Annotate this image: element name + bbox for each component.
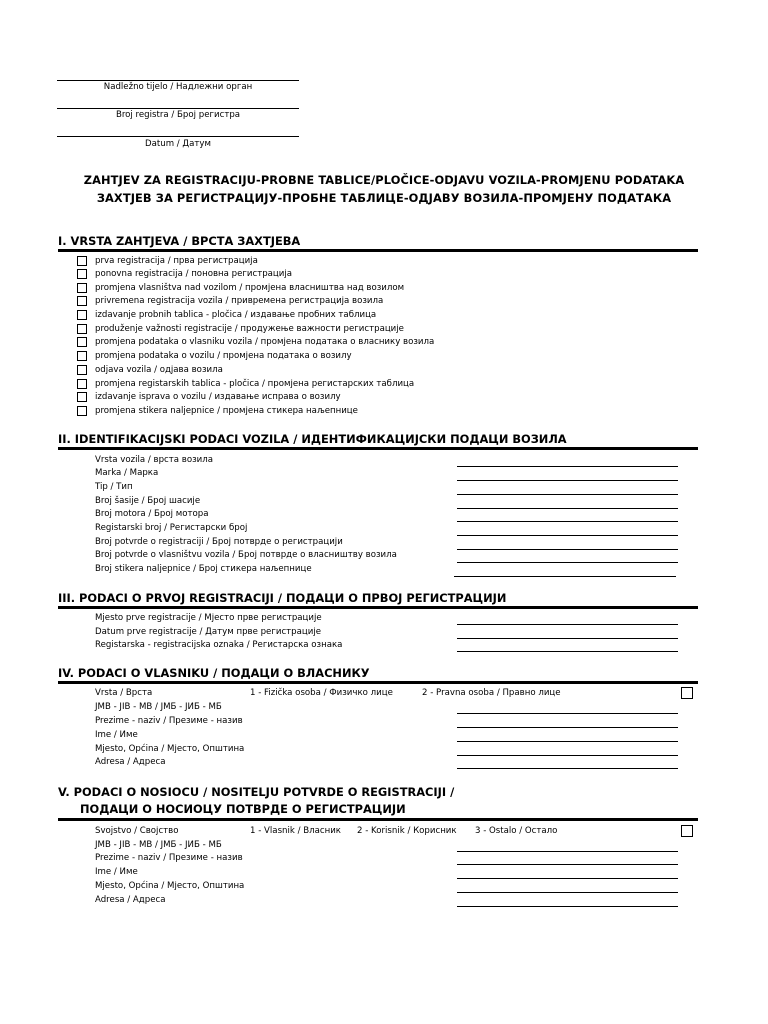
request-type-2: ponovna registracija / поновна регистрација [95, 269, 293, 279]
date-line[interactable] [57, 136, 299, 137]
section-3-rule [58, 606, 698, 609]
holder-surname-field[interactable] [457, 864, 678, 865]
registration-number-label: Registarski broj / Регистарски број [95, 523, 248, 533]
request-type-3: promjena vlasništva nad vozilom / промјена власништва над возилом [95, 283, 405, 293]
request-type-12: promjena stikera naljepnice / промјена стикера наљепнице [95, 406, 358, 416]
ownership-certificate-field[interactable] [457, 562, 678, 563]
model-field[interactable] [457, 494, 678, 495]
checkbox-request-3[interactable] [77, 283, 87, 293]
holder-id-field[interactable] [457, 851, 678, 852]
sticker-number-label: Broj stikera naljepnice / Број стикера наљепнице [95, 564, 312, 574]
owner-surname-field[interactable] [457, 727, 678, 728]
register-number-caption: Broj registra / Број регистра [115, 110, 241, 120]
request-type-4: privremena registracija vozila / привремена регистрација возила [95, 296, 384, 306]
holder-name-label: Ime / Име [95, 867, 138, 877]
first-registration-place-field[interactable] [457, 624, 678, 625]
checkbox-request-10[interactable] [77, 379, 87, 389]
model-label: Tip / Тип [95, 482, 133, 492]
checkbox-request-2[interactable] [77, 269, 87, 279]
registration-mark-field[interactable] [457, 651, 678, 652]
checkbox-request-12[interactable] [77, 406, 87, 416]
registration-certificate-label: Broj potvrde o registraciji / Број потврде о регистрацији [95, 537, 343, 547]
first-registration-date-field[interactable] [457, 638, 678, 639]
holder-role-option-1: 1 - Vlasnik / Власник [250, 826, 341, 836]
chassis-number-label: Broj šasije / Број шасије [95, 496, 201, 506]
request-type-8: promjena podataka o vozilu / промјена података о возилу [95, 351, 352, 361]
register-number-line[interactable] [57, 108, 299, 109]
holder-address-label: Adresa / Адреса [95, 895, 166, 905]
owner-type-option-1: 1 - Fizička osoba / Физичко лице [250, 688, 393, 698]
section-4-rule [58, 681, 698, 684]
checkbox-request-11[interactable] [77, 392, 87, 402]
first-registration-date-label: Datum prve registracije / Датум прве регистрације [95, 627, 322, 637]
holder-name-field[interactable] [457, 878, 678, 879]
owner-surname-label: Prezime - naziv / Презиме - назив [95, 716, 243, 726]
engine-number-label: Broj motora / Број мотора [95, 509, 209, 519]
holder-id-label: JMB - JIB - MB / ЈМБ - ЈИБ - МБ [95, 840, 222, 850]
authority-caption: Nadležno tijelo / Надлежни орган [103, 82, 253, 92]
owner-type-label: Vrsta / Врста [95, 688, 153, 698]
chassis-number-field[interactable] [457, 508, 678, 509]
holder-surname-label: Prezime - naziv / Презиме - назив [95, 853, 243, 863]
section-5-heading-latin: V. PODACI O NOSIOCU / NOSITELJU POTVRDE O REGISTRACIJI / [58, 785, 455, 799]
ownership-certificate-label: Broj potvrde o vlasništvu vozila / Број потврде о власништву возила [95, 550, 397, 560]
vehicle-type-label: Vrsta vozila / врста возила [95, 455, 213, 465]
request-type-9: odjava vozila / одјава возила [95, 365, 223, 375]
owner-id-field[interactable] [457, 713, 678, 714]
make-field[interactable] [457, 480, 678, 481]
checkbox-request-9[interactable] [77, 365, 87, 375]
request-type-1: prva registracija / прва регистрација [95, 256, 258, 266]
section-2-heading: II. IDENTIFIKACIJSKI PODACI VOZILA / ИДЕНТИФИКАЦИЈСКИ ПОДАЦИ ВОЗИЛА [58, 432, 567, 446]
checkbox-request-6[interactable] [77, 324, 87, 334]
owner-name-label: Ime / Име [95, 730, 138, 740]
section-1-heading: I. VRSTA ZAHTJEVA / ВРСТА ЗАХТЈЕВА [58, 234, 301, 248]
holder-address-field[interactable] [457, 906, 678, 907]
owner-name-field[interactable] [457, 741, 678, 742]
vehicle-type-field[interactable] [457, 466, 678, 467]
checkbox-request-7[interactable] [77, 337, 87, 347]
holder-role-box[interactable] [681, 825, 693, 837]
owner-place-label: Mjesto, Općina / Мјесто, Општина [95, 744, 245, 754]
checkbox-request-4[interactable] [77, 296, 87, 306]
owner-type-box[interactable] [681, 687, 693, 699]
request-type-10: promjena registarskih tablica - pločica / промјена регистарских таблица [95, 379, 415, 389]
holder-role-option-3: 3 - Ostalo / Остало [475, 826, 558, 836]
checkbox-request-8[interactable] [77, 351, 87, 361]
owner-address-label: Adresa / Адреса [95, 757, 166, 767]
holder-role-label: Svojstvo / Својство [95, 826, 179, 836]
sticker-number-field[interactable] [454, 576, 676, 577]
owner-address-field[interactable] [457, 768, 678, 769]
checkbox-request-5[interactable] [77, 310, 87, 320]
form-title-cyrillic: ЗАХТЈЕВ ЗА РЕГИСТРАЦИЈУ-ПРОБНЕ ТАБЛИЦЕ-ОДЈАВУ ВОЗИЛА-ПРОМЈЕНУ ПОДАТАКА [96, 191, 672, 205]
section-3-heading: III. PODACI O PRVOJ REGISTRACIJI / ПОДАЦИ О ПРВОЈ РЕГИСТРАЦИЈИ [58, 591, 507, 605]
engine-number-field[interactable] [457, 521, 678, 522]
authority-line[interactable] [57, 80, 299, 81]
section-5-rule [58, 818, 698, 821]
owner-place-field[interactable] [457, 755, 678, 756]
section-1-rule [58, 249, 698, 252]
form-title-latin: ZAHTJEV ZA REGISTRACIJU-PROBNE TABLICE/PLOČICE-ODJAVU VOZILA-PROMJENU PODATAKA [83, 173, 685, 187]
holder-place-label: Mjesto, Općina / Мјесто, Општина [95, 881, 245, 891]
holder-role-option-2: 2 - Korisnik / Корисник [357, 826, 457, 836]
request-type-5: izdavanje probnih tablica - pločica / издавање пробних таблица [95, 310, 377, 320]
registration-number-field[interactable] [457, 535, 678, 536]
request-type-7: promjena podataka o vlasniku vozila / промјена података о власнику возила [95, 337, 435, 347]
request-type-11: izdavanje isprava o vozilu / издавање исправа о возилу [95, 392, 341, 402]
section-5-heading-cyrillic: ПОДАЦИ О НОСИОЦУ ПОТВРДЕ О РЕГИСТРАЦИЈИ [80, 802, 406, 816]
owner-type-option-2: 2 - Pravna osoba / Правно лице [422, 688, 561, 698]
registration-mark-label: Registarska - registracijska oznaka / Регистарска ознака [95, 640, 343, 650]
owner-id-label: JMB - JIB - MB / ЈМБ - ЈИБ - МБ [95, 702, 222, 712]
section-4-heading: IV. PODACI O VLASNIKU / ПОДАЦИ О ВЛАСНИКУ [58, 666, 370, 680]
holder-place-field[interactable] [457, 892, 678, 893]
registration-certificate-field[interactable] [457, 549, 678, 550]
checkbox-request-1[interactable] [77, 256, 87, 266]
make-label: Marka / Марка [95, 468, 159, 478]
first-registration-place-label: Mjesto prve registracije / Мјесто прве регистрације [95, 613, 322, 623]
date-caption: Datum / Датум [145, 139, 211, 149]
section-2-rule [58, 447, 698, 450]
request-type-6: produženje važnosti registracije / продужење важности регистрације [95, 324, 404, 334]
